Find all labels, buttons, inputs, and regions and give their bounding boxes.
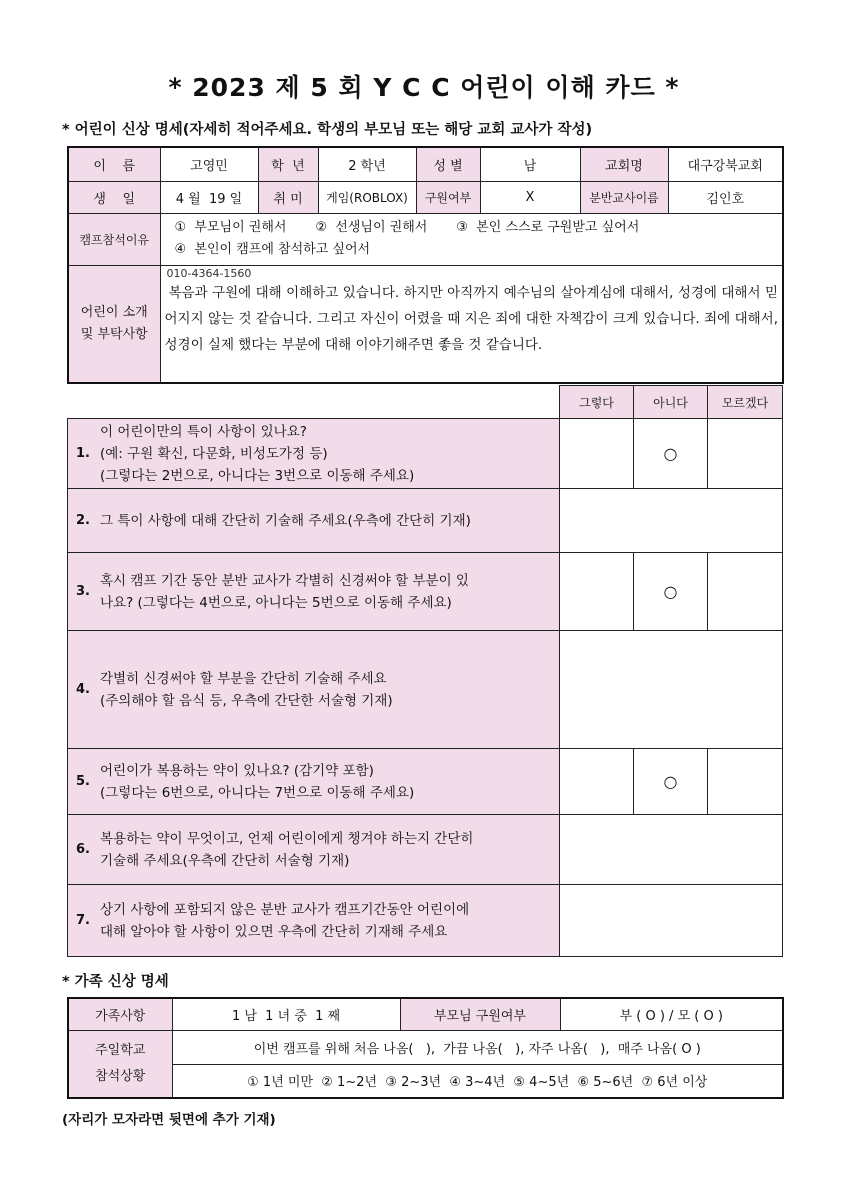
question-4-line-2: (주의해야 할 음식 등, 우측에 간단한 서술형 기재): [100, 692, 393, 709]
question-1-line-3: (그렇다는 2번으로, 아니다는 3번으로 이동해 주세요): [100, 467, 415, 484]
header-no: 아니다: [634, 386, 708, 419]
reason-line-1[interactable]: ① 부모님이 권해서 ② 선생님이 권해서 ③ 본인 스스로 구원받고 싶어서: [174, 220, 640, 235]
church-label: 교회명: [580, 147, 668, 181]
section-family-heading: * 가족 신상 명세: [62, 974, 169, 990]
sunday-attendance-frequency[interactable]: 이번 캠프를 위해 처음 나옴( ), 가끔 나옴( ), 자주 나옴( ), 매주 나옴( O ): [172, 1030, 783, 1064]
family-value[interactable]: 1 남 1 녀 중 1 째: [172, 998, 400, 1030]
reason-label: 캠프참석이유: [68, 213, 160, 265]
intro-cell[interactable]: [160, 265, 783, 383]
question-3: [68, 553, 560, 631]
page-title: * 2023 제 5 회 Y C C 어린이 이해 카드 *: [168, 73, 680, 102]
q6-answer-cell[interactable]: [560, 815, 783, 885]
question-1-line-2: (예: 구원 확신, 다문화, 비성도가정 등): [100, 445, 328, 462]
q3-unknown-cell[interactable]: [708, 553, 783, 631]
sunday-school-label-1: 주일학교: [95, 1042, 146, 1058]
q5-no-cell[interactable]: ○: [634, 749, 708, 815]
q5-unknown-cell[interactable]: [708, 749, 783, 815]
question-6-line-1: 복용하는 약이 무엇이고, 언제 어린이에게 챙겨야 하는지 간단히: [100, 830, 474, 847]
hobby-label: 취 미: [258, 181, 318, 213]
q3-yes-cell[interactable]: [560, 553, 634, 631]
question-6-line-2: 기술해 주세요(우측에 간단히 서술형 기재): [100, 852, 350, 869]
gender-value[interactable]: 남: [480, 147, 580, 181]
question-7: [68, 885, 560, 957]
q3-no-cell[interactable]: ○: [634, 553, 708, 631]
gender-label: 성 별: [416, 147, 480, 181]
question-2-line-1: 그 특이 사항에 대해 간단히 기술해 주세요(우측에 간단히 기재): [100, 512, 471, 529]
question-1-line-1: 이 어린이만의 특이 사항이 있나요?: [100, 423, 307, 440]
q2-answer-cell[interactable]: [560, 489, 783, 553]
question-5-line-1: 어린이가 복용하는 약이 있나요? (감기약 포함): [100, 762, 374, 779]
parents-salvation-value[interactable]: 부 ( O ) / 모 ( O ): [560, 998, 783, 1030]
q4-answer-cell[interactable]: [560, 631, 783, 749]
question-1-number: 1.: [76, 445, 90, 461]
header-unknown: 모르겠다: [708, 386, 783, 419]
teacher-value[interactable]: 김인호: [668, 181, 783, 213]
question-5-line-2: (그렇다는 6번으로, 아니다는 7번으로 이동해 주세요): [100, 784, 415, 801]
question-7-number: 7.: [76, 912, 90, 928]
q5-yes-cell[interactable]: [560, 749, 634, 815]
question-4: [68, 631, 560, 749]
question-6-number: 6.: [76, 841, 90, 857]
q7-answer-cell[interactable]: [560, 885, 783, 957]
parents-salvation-label: 부모님 구원여부: [400, 998, 560, 1030]
q1-yes-cell[interactable]: [560, 419, 634, 489]
question-6: [68, 815, 560, 885]
header-yes: 그렇다: [560, 386, 634, 419]
question-2-number: 2.: [76, 512, 90, 528]
question-3-line-1: 혹시 캠프 기간 동안 분반 교사가 각별히 신경써야 할 부분이 있: [100, 572, 469, 589]
name-label: 이 름: [68, 147, 160, 181]
birthday-label: 생 일: [68, 181, 160, 213]
section-child-info-heading: * 어린이 신상 명세(자세히 적어주세요. 학생의 부모님 또는 해당 교회 교사가 작성): [62, 122, 593, 138]
family-label: 가족사항: [68, 998, 172, 1030]
grade-label: 학 년: [258, 147, 318, 181]
family-table: [67, 997, 784, 1099]
grade-value[interactable]: 2 학년: [318, 147, 416, 181]
question-5-number: 5.: [76, 773, 90, 789]
question-3-line-2: 나요? (그렇다는 4번으로, 아니다는 5번으로 이동해 주세요): [100, 594, 452, 611]
question-4-number: 4.: [76, 681, 90, 697]
header-spacer: [68, 386, 560, 419]
intro-text: 복음과 구원에 대해 이해하고 있습니다. 하지만 아직까지 예수님의 살아계심에 대해서, 성경에 대해서 믿어지지 않는 것 같습니다. 그리고 자신이 어렸을 때 지은 죄에 대한 자책감이 크게 있습니다. 죄에 대해서, 성경이 실제 했다는 부분에 대해 이야기해주면 좋을 것 같습니다.: [164, 284, 778, 353]
question-1: [68, 419, 560, 489]
question-4-line-1: 각별히 신경써야 할 부분을 간단히 기술해 주세요: [100, 670, 387, 687]
question-7-line-2: 대해 알아야 할 사항이 있으면 우측에 간단히 기재해 주세요: [100, 923, 448, 940]
teacher-label: 분반교사이름: [580, 181, 668, 213]
salvation-label: 구원여부: [416, 181, 480, 213]
questions-table: [67, 385, 783, 957]
name-value[interactable]: 고영민: [160, 147, 258, 181]
intro-label: 어린이 소개 및 부탁사항: [68, 265, 160, 383]
hobby-value[interactable]: 게임(ROBLOX): [318, 181, 416, 213]
reason-options[interactable]: [160, 213, 783, 265]
salvation-value[interactable]: X: [480, 181, 580, 213]
child-info-table: [67, 146, 784, 384]
question-2: [68, 489, 560, 553]
sunday-school-label-2: 참석상황: [95, 1068, 146, 1084]
sunday-attendance-years[interactable]: ① 1년 미만 ② 1~2년 ③ 2~3년 ④ 3~4년 ⑤ 4~5년 ⑥ 5~6년 ⑦ 6년 이상: [172, 1064, 783, 1098]
q1-no-cell[interactable]: ○: [634, 419, 708, 489]
birthday-value[interactable]: 4 월 19 일: [160, 181, 258, 213]
question-3-number: 3.: [76, 583, 90, 599]
reason-line-2[interactable]: ④ 본인이 캠프에 참석하고 싶어서: [174, 242, 371, 257]
question-5: [68, 749, 560, 815]
footer-note: (자리가 모자라면 뒷면에 추가 기재): [62, 1112, 276, 1128]
question-7-line-1: 상기 사항에 포함되지 않은 분반 교사가 캠프기간동안 어린이에: [100, 901, 470, 918]
phone-number: 010-4364-1560: [166, 266, 252, 280]
q1-unknown-cell[interactable]: [708, 419, 783, 489]
church-value[interactable]: 대구강북교회: [668, 147, 783, 181]
sunday-school-label: [68, 1030, 172, 1098]
